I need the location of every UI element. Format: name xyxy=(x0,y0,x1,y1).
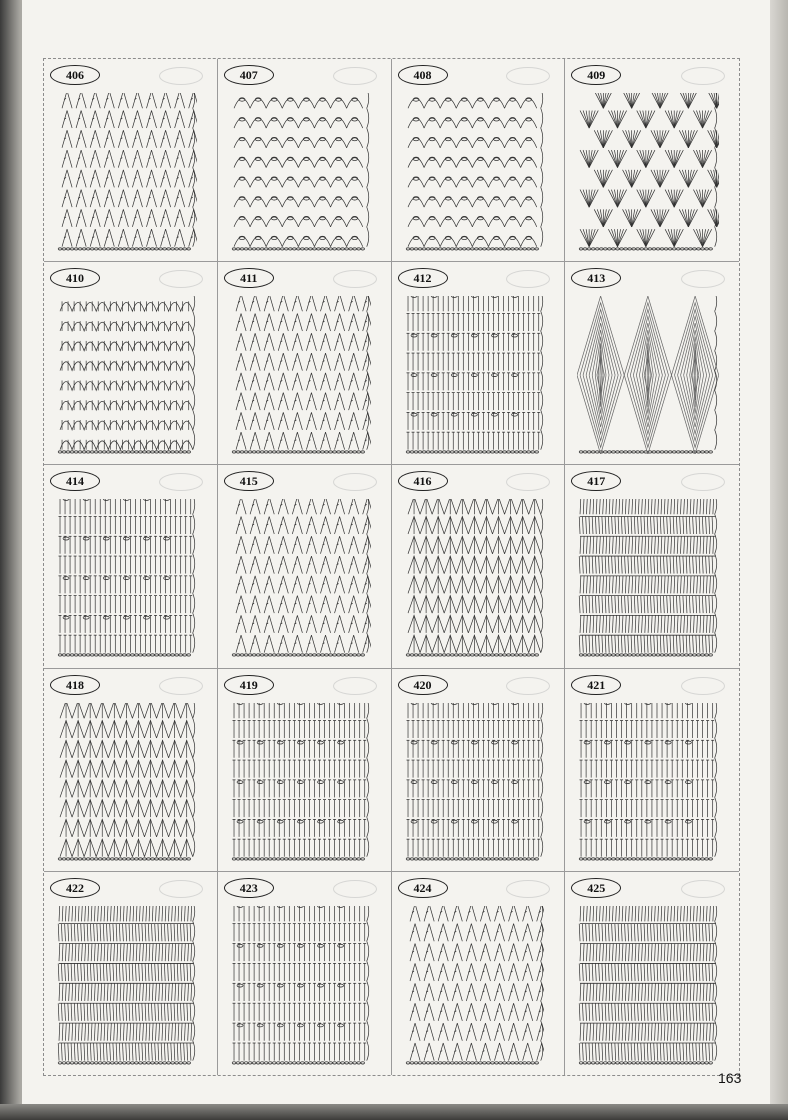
pattern-number: 413 xyxy=(571,268,621,288)
show-through-label xyxy=(333,473,377,491)
stitch-chart xyxy=(56,703,197,861)
stitch-chart xyxy=(230,93,371,251)
stitch-diagram xyxy=(230,93,371,251)
show-through-label xyxy=(159,473,203,491)
show-through-label xyxy=(681,677,725,695)
bottom-shadow xyxy=(0,1104,788,1120)
show-through-label xyxy=(159,880,203,898)
stitch-chart xyxy=(230,906,371,1065)
stitch-chart xyxy=(577,703,719,861)
pattern-cell xyxy=(565,262,739,465)
show-through-label xyxy=(333,270,377,288)
pattern-cell xyxy=(392,872,566,1075)
stitch-chart xyxy=(577,296,719,454)
pattern-cell xyxy=(218,465,392,668)
pattern-number: 406 xyxy=(50,65,100,85)
page-number: 163 xyxy=(718,1070,742,1086)
stitch-diagram xyxy=(577,703,719,861)
pattern-cell xyxy=(44,872,218,1075)
show-through-label xyxy=(681,270,725,288)
stitch-diagram xyxy=(404,296,545,454)
pattern-number: 411 xyxy=(224,268,274,288)
show-through-label xyxy=(506,677,550,695)
show-through-label xyxy=(159,67,203,85)
show-through-label xyxy=(506,473,550,491)
stitch-chart xyxy=(404,906,545,1065)
show-through-label xyxy=(681,880,725,898)
stitch-chart xyxy=(56,93,197,251)
stitch-diagram xyxy=(404,906,545,1065)
pattern-number: 415 xyxy=(224,471,274,491)
show-through-label xyxy=(506,67,550,85)
stitch-chart xyxy=(230,499,371,657)
stitch-pattern-grid xyxy=(43,58,740,1076)
pattern-number: 407 xyxy=(224,65,274,85)
pattern-number: 419 xyxy=(224,675,274,695)
stitch-diagram xyxy=(56,93,197,251)
stitch-diagram xyxy=(56,703,197,861)
show-through-label xyxy=(159,677,203,695)
pattern-cell xyxy=(218,59,392,262)
stitch-diagram xyxy=(230,499,371,657)
stitch-chart xyxy=(404,93,545,251)
stitch-chart xyxy=(230,703,371,861)
stitch-chart xyxy=(56,499,197,657)
pattern-cell xyxy=(44,59,218,262)
stitch-chart xyxy=(404,703,545,861)
pattern-number: 418 xyxy=(50,675,100,695)
stitch-diagram xyxy=(230,906,371,1065)
show-through-label xyxy=(681,473,725,491)
pattern-cell xyxy=(218,669,392,872)
stitch-diagram xyxy=(577,906,719,1065)
pattern-cell xyxy=(392,669,566,872)
pattern-number: 409 xyxy=(571,65,621,85)
stitch-chart xyxy=(56,296,197,454)
pattern-number: 410 xyxy=(50,268,100,288)
stitch-diagram xyxy=(577,499,719,657)
show-through-label xyxy=(681,67,725,85)
stitch-diagram xyxy=(577,296,719,454)
stitch-diagram xyxy=(404,499,545,657)
stitch-diagram xyxy=(577,93,719,251)
stitch-diagram xyxy=(230,296,371,454)
pattern-cell xyxy=(218,262,392,465)
stitch-chart xyxy=(230,296,371,454)
stitch-diagram xyxy=(230,703,371,861)
pattern-number: 408 xyxy=(398,65,448,85)
stitch-diagram xyxy=(56,296,197,454)
pattern-number: 422 xyxy=(50,878,100,898)
stitch-chart xyxy=(577,906,719,1065)
stitch-diagram xyxy=(404,703,545,861)
stitch-diagram xyxy=(56,906,197,1065)
pattern-cell xyxy=(392,262,566,465)
pattern-number: 420 xyxy=(398,675,448,695)
show-through-label xyxy=(333,67,377,85)
page-edge xyxy=(770,0,788,1120)
stitch-diagram xyxy=(56,499,197,657)
pattern-cell xyxy=(44,262,218,465)
pattern-number: 424 xyxy=(398,878,448,898)
pattern-cell xyxy=(565,669,739,872)
stitch-diagram xyxy=(404,93,545,251)
pattern-cell xyxy=(565,872,739,1075)
stitch-chart xyxy=(577,93,719,251)
stitch-chart xyxy=(577,499,719,657)
pattern-cell xyxy=(392,59,566,262)
pattern-number: 412 xyxy=(398,268,448,288)
show-through-label xyxy=(159,270,203,288)
stitch-chart xyxy=(404,499,545,657)
pattern-cell xyxy=(218,872,392,1075)
show-through-label xyxy=(506,880,550,898)
show-through-label xyxy=(333,677,377,695)
pattern-cell xyxy=(44,465,218,668)
stitch-chart xyxy=(404,296,545,454)
pattern-number: 425 xyxy=(571,878,621,898)
pattern-cell xyxy=(565,59,739,262)
pattern-number: 414 xyxy=(50,471,100,491)
show-through-label xyxy=(333,880,377,898)
pattern-number: 423 xyxy=(224,878,274,898)
show-through-label xyxy=(506,270,550,288)
pattern-number: 421 xyxy=(571,675,621,695)
pattern-number: 416 xyxy=(398,471,448,491)
pattern-cell xyxy=(392,465,566,668)
pattern-cell xyxy=(44,669,218,872)
pattern-number: 417 xyxy=(571,471,621,491)
pattern-cell xyxy=(565,465,739,668)
stitch-chart xyxy=(56,906,197,1065)
